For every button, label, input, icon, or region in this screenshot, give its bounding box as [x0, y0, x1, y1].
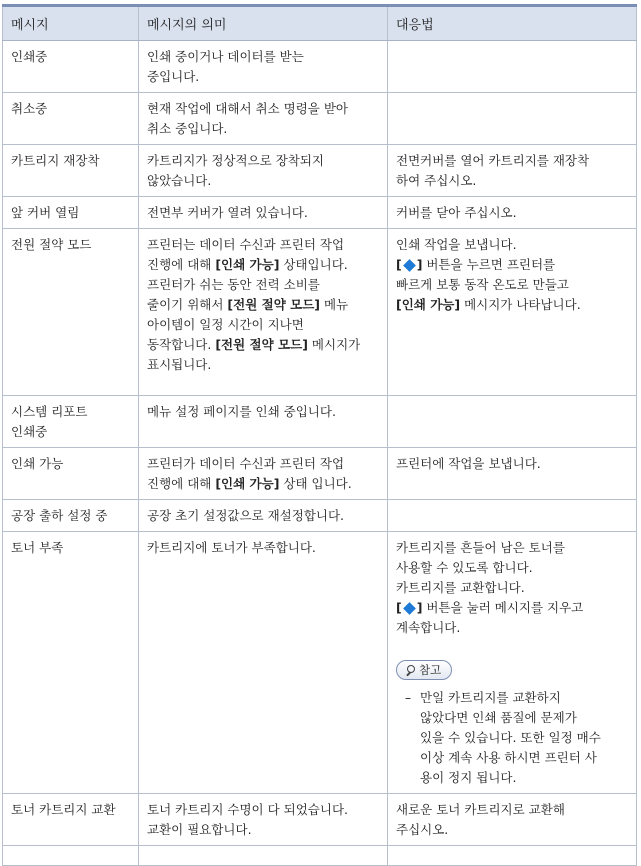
meaning-line [147, 335, 379, 355]
table-row [3, 793, 637, 845]
table-row [3, 500, 637, 532]
action-text: 카트리지를 교환합니다. [396, 580, 525, 595]
bracket-close: ] [416, 600, 423, 615]
message-text: 전원 절약 모드 [11, 237, 92, 252]
note-text [420, 688, 601, 788]
message-cell [3, 793, 139, 845]
meaning-text: 않았습니다. [147, 173, 212, 188]
meaning-line [147, 255, 379, 275]
table-row [3, 145, 637, 197]
message-cell [3, 500, 139, 532]
meaning-cell [139, 500, 388, 532]
meaning-text: 메뉴 설정 페이지를 인쇄 중입니다. [147, 404, 336, 419]
meaning-text: 전면부 커버가 열려 있습니다. [147, 205, 308, 220]
meaning-text: 줄이기 위해서 [147, 297, 224, 312]
meaning-cell [139, 532, 388, 794]
meaning-cell [139, 793, 388, 845]
message-text: 시스템 리포트 [11, 404, 88, 419]
message-text: 인쇄 가능 [11, 456, 64, 471]
meaning-cell [139, 41, 388, 93]
meaning-text: 표시됩니다. [147, 357, 212, 372]
meaning-text: 메시지가 [311, 337, 361, 352]
action-cell [388, 845, 637, 865]
action-line [396, 255, 628, 275]
action-cell [388, 793, 637, 845]
message-text: 인쇄중 [11, 49, 48, 64]
meaning-text: 카트리지에 토너가 부족합니다. [147, 540, 316, 555]
message-cell [3, 229, 139, 396]
action-line [396, 598, 628, 618]
table-row [3, 93, 637, 145]
meaning-text: 프린터가 데이터 수신과 프린터 작업 [147, 456, 345, 471]
meaning-line [147, 474, 379, 494]
message-text: 토너 카트리지 교환 [11, 801, 116, 817]
action-cell [388, 93, 637, 145]
action-cell [388, 145, 637, 197]
table-row [3, 197, 637, 229]
note-line: 이상 계속 사용 하시면 프린터 사 [420, 749, 597, 765]
action-text: 하여 주십시오. [396, 173, 477, 188]
table-header-row [3, 6, 637, 41]
message-cell [3, 145, 139, 197]
action-line [396, 295, 628, 315]
action-text: 커버를 닫아 주십시오. [396, 205, 517, 220]
message-cell [3, 845, 139, 865]
message-cell [3, 41, 139, 93]
action-text: 전면커버를 열어 카트리지를 재장착 [396, 153, 590, 168]
action-text: 새로운 토너 카트리지로 교환해 [396, 801, 565, 817]
ready-status-label: [인쇄 가능] [396, 297, 461, 312]
note-badge [396, 660, 452, 680]
meaning-line [147, 295, 379, 315]
message-text: 토너 부족 [11, 540, 64, 555]
table-row [3, 845, 637, 865]
bracket-open: [ [396, 257, 402, 272]
ready-status-label: [인쇄 가능] [215, 257, 280, 272]
note-label: 참고 [419, 663, 442, 677]
note-line: 않았다면 인쇄 품질에 문제가 [420, 709, 577, 725]
action-text: 프린터에 작업을 보냅니다. [396, 456, 541, 471]
action-cell [388, 41, 637, 93]
note-line: 용이 정지 됩니다. [420, 769, 517, 785]
action-text: 빠르게 보통 동작 온도로 만들고 [396, 277, 569, 292]
meaning-text: 프린터가 쉬는 동안 전력 소비를 [147, 277, 320, 292]
action-cell [388, 500, 637, 532]
action-text: 버튼을 눌러 메시지를 지우고 [426, 600, 584, 615]
action-cell [388, 197, 637, 229]
action-text: 계속합니다. [396, 620, 461, 635]
diamond-start-icon [403, 259, 416, 272]
meaning-text: 취소 중입니다. [147, 121, 228, 136]
action-cell [388, 532, 637, 794]
header-action: 대응법 [388, 6, 637, 41]
action-text: 카트리지를 흔들어 남은 토너를 [396, 540, 565, 555]
message-text: 취소중 [11, 101, 48, 116]
message-text: 공장 출하 설정 중 [11, 508, 108, 523]
meaning-text: 동작합니다. [147, 337, 212, 352]
action-cell [388, 448, 637, 500]
action-text: 메시지가 나타납니다. [464, 297, 581, 312]
bracket-open: [ [396, 600, 402, 615]
message-text: 앞 커버 열림 [11, 205, 80, 220]
meaning-cell [139, 229, 388, 396]
magnifier-icon [405, 665, 416, 676]
meaning-cell [139, 93, 388, 145]
meaning-cell [139, 145, 388, 197]
meaning-text: 카트리지가 정상적으로 장착되지 [147, 153, 324, 168]
meaning-text: 진행에 대해 [147, 257, 212, 272]
meaning-text: 상태 입니다. [283, 476, 352, 491]
message-table [2, 4, 637, 866]
note-list [396, 688, 628, 788]
diamond-start-icon [403, 602, 416, 615]
header-message: 메시지 [3, 6, 139, 41]
table-row [3, 448, 637, 500]
action-text: 사용할 수 있도록 합니다. [396, 560, 533, 575]
meaning-text: 공장 초기 설정값으로 재설정합니다. [147, 508, 345, 523]
table-row [3, 532, 637, 794]
meaning-text: 인쇄 중이거나 데이터를 받는 [147, 49, 304, 64]
meaning-text: 메뉴 [324, 297, 349, 312]
meaning-cell [139, 396, 388, 448]
power-save-label: [전원 절약 모드] [227, 297, 321, 312]
note-dash: – [404, 689, 412, 705]
action-cell [388, 229, 637, 396]
table-row [3, 229, 637, 396]
note-line: 만일 카트리지를 교환하지 [420, 689, 561, 705]
note-line: 있을 수 있습니다. 또한 일정 매수 [420, 729, 601, 745]
meaning-cell [139, 845, 388, 865]
action-text: 인쇄 작업을 보냅니다. [396, 237, 517, 252]
table-row [3, 396, 637, 448]
header-meaning: 메시지의 의미 [139, 6, 388, 41]
message-cell [3, 93, 139, 145]
action-cell [388, 396, 637, 448]
message-cell [3, 448, 139, 500]
meaning-text: 중입니다. [147, 69, 200, 84]
message-cell [3, 532, 139, 794]
meaning-text: 아이템이 일정 시간이 지나면 [147, 317, 304, 332]
bracket-close: ] [416, 257, 423, 272]
meaning-text: 진행에 대해 [147, 476, 212, 491]
ready-status-label: [인쇄 가능] [215, 476, 280, 491]
meaning-text: 상태입니다. [283, 257, 348, 272]
meaning-cell [139, 448, 388, 500]
message-text: 카트리지 재장착 [11, 153, 100, 168]
message-cell [3, 197, 139, 229]
meaning-text: 프린터는 데이터 수신과 프린터 작업 [147, 237, 345, 252]
meaning-cell [139, 197, 388, 229]
meaning-text: 현재 작업에 대해서 취소 명령을 받아 [147, 101, 348, 116]
message-cell [3, 396, 139, 448]
message-text: 인쇄중 [11, 424, 48, 439]
action-text: 주십시오. [396, 821, 449, 837]
meaning-text: 토너 카트리지 수명이 다 되었습니다. [147, 801, 348, 817]
power-save-label: [전원 절약 모드] [215, 337, 308, 352]
action-text: 버튼을 누르면 프린터를 [426, 257, 556, 272]
meaning-text: 교환이 필요합니다. [147, 821, 252, 837]
table-row [3, 41, 637, 93]
